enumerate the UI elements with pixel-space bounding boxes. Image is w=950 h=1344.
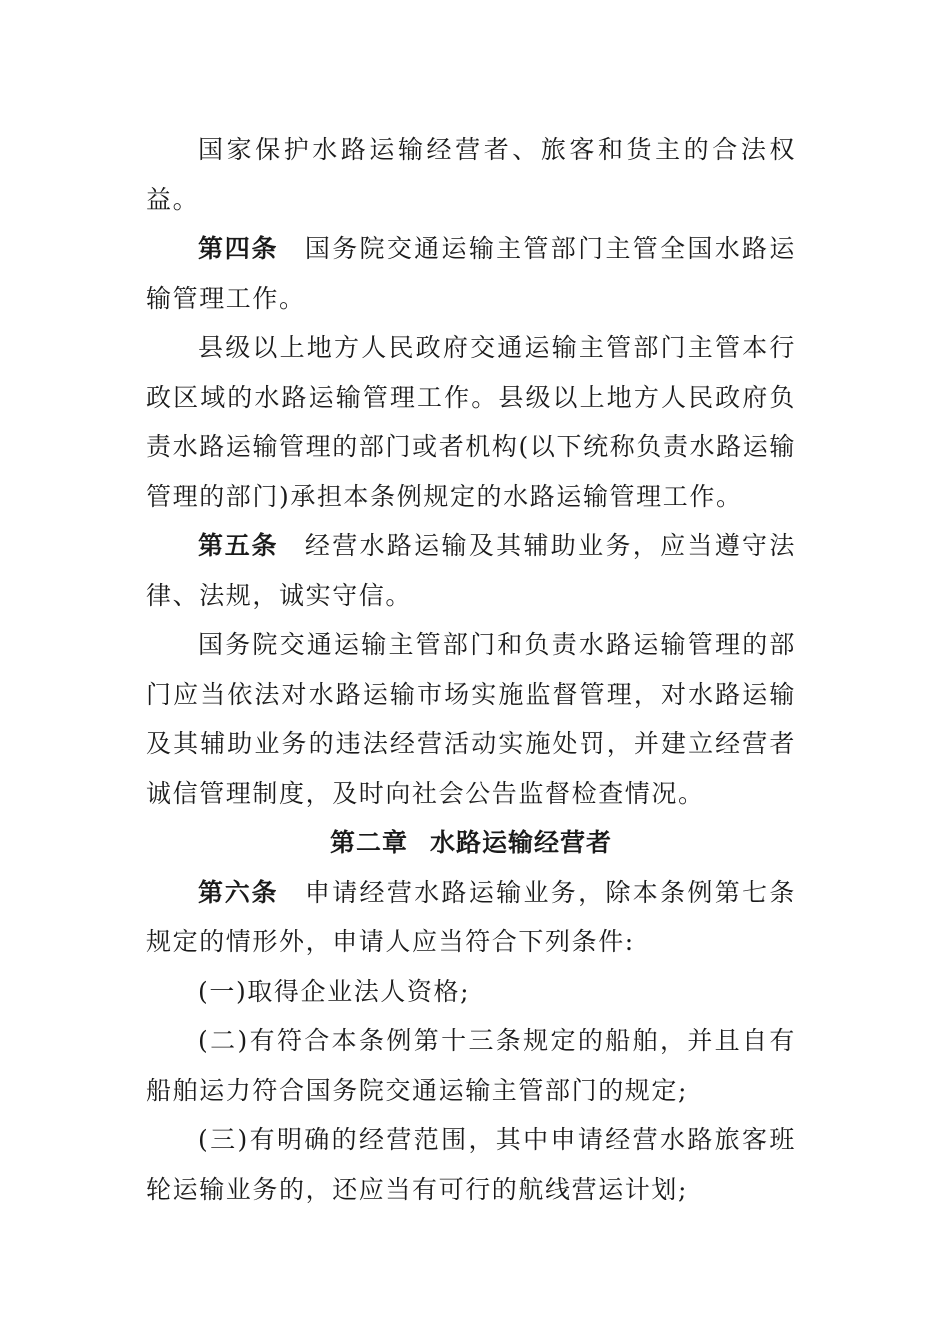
- list-item-1: [146, 967, 796, 1017]
- paragraph-supervision: [146, 620, 796, 818]
- paragraph-local-government: [146, 323, 796, 521]
- paragraph-text: 国务院交通运输主管部门主管全国水路运输管理工作。: [146, 234, 796, 313]
- article-number: 第六条: [198, 877, 279, 907]
- list-item-2: [146, 1016, 796, 1115]
- paragraph-text: 县级以上地方人民政府交通运输主管部门主管本行政区域的水路运输管理工作。县级以上地方人民政府负责水路运输管理的部门或者机构(以下统称负责水路运输管理的部门)承担本条例规定的水路运输管理工作。: [146, 333, 796, 511]
- article-number: 第五条: [198, 531, 279, 560]
- paragraph-text: 国务院交通运输主管部门和负责水路运输管理的部门应当依法对水路运输市场实施监督管理，对水路运输及其辅助业务的违法经营活动实施处罚，并建立经营者诚信管理制度，及时向社会公告监督检查情况。: [146, 630, 796, 808]
- paragraph-text: 申请经营水路运输业务，除本条例第七条规定的情形外，申请人应当符合下列条件:: [146, 877, 796, 956]
- chapter-title: 水路运输经营者: [430, 828, 613, 857]
- article-5: [146, 521, 796, 620]
- paragraph-protection: [146, 125, 796, 224]
- chapter-heading: [146, 818, 796, 868]
- document-page: [146, 125, 796, 1214]
- chapter-number: 第二章: [329, 828, 408, 857]
- article-number: 第四条: [198, 234, 279, 263]
- article-4: [146, 224, 796, 323]
- paragraph-text: (二)有符合本条例第十三条规定的船舶，并且自有船舶运力符合国务院交通运输主管部门的规定;: [146, 1026, 796, 1105]
- article-6: [146, 868, 796, 967]
- list-item-3: [146, 1115, 796, 1214]
- paragraph-text: (三)有明确的经营范围，其中申请经营水路旅客班轮运输业务的，还应当有可行的航线营运计划;: [146, 1125, 796, 1204]
- paragraph-text: (一)取得企业法人资格;: [198, 976, 471, 1006]
- paragraph-text: 经营水路运输及其辅助业务，应当遵守法律、法规，诚实守信。: [146, 531, 796, 610]
- paragraph-text: 国家保护水路运输经营者、旅客和货主的合法权益。: [146, 135, 796, 214]
